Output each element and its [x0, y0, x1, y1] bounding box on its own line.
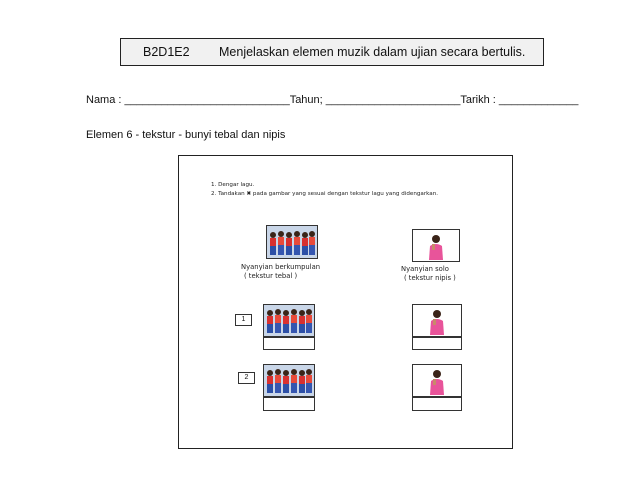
group-singers-image	[266, 225, 318, 259]
q2-solo-image	[412, 364, 462, 397]
student-info-line: Nama : ___________________________Tahun; ______________________Tarikh : _____________	[86, 94, 579, 106]
q1-group-answer-box[interactable]	[263, 337, 315, 350]
solo-singer-icon	[413, 230, 459, 261]
element-line: Elemen 6 - tekstur - bunyi tebal dan nipis	[86, 129, 286, 141]
group-caption-line2: ( tekstur tebal )	[244, 272, 298, 280]
solo-caption-line2: ( tekstur nipis )	[404, 274, 456, 282]
solo-caption-line1: Nyanyian solo	[401, 265, 449, 273]
q2-group-answer-box[interactable]	[263, 397, 315, 411]
q2-solo-answer-box[interactable]	[412, 397, 462, 411]
worksheet-image	[178, 155, 513, 449]
q1-solo-answer-box[interactable]	[412, 337, 462, 350]
q1-solo-image	[412, 304, 462, 337]
question-number-2: 2	[238, 372, 255, 384]
instruction-1: 1. Dengar lagu.	[211, 182, 255, 188]
group-singers-icon	[264, 365, 314, 396]
group-singers-icon	[264, 305, 314, 336]
question-number-1: 1	[235, 314, 252, 326]
group-singers-icon	[267, 226, 317, 258]
q2-group-image	[263, 364, 315, 397]
standard-code: B2D1E2	[143, 45, 190, 59]
header-box	[120, 38, 544, 66]
instruction-2: 2. Tandakan ✖ pada gambar yang sesuai dengan tekstur lagu yang didengarkan.	[211, 191, 439, 197]
solo-singer-icon	[413, 305, 461, 336]
q1-group-image	[263, 304, 315, 337]
solo-singer-icon	[413, 365, 461, 396]
group-caption-line1: Nyanyian berkumpulan	[241, 263, 321, 271]
standard-title: Menjelaskan elemen muzik dalam ujian secara bertulis.	[219, 45, 526, 59]
solo-singer-image	[412, 229, 460, 262]
